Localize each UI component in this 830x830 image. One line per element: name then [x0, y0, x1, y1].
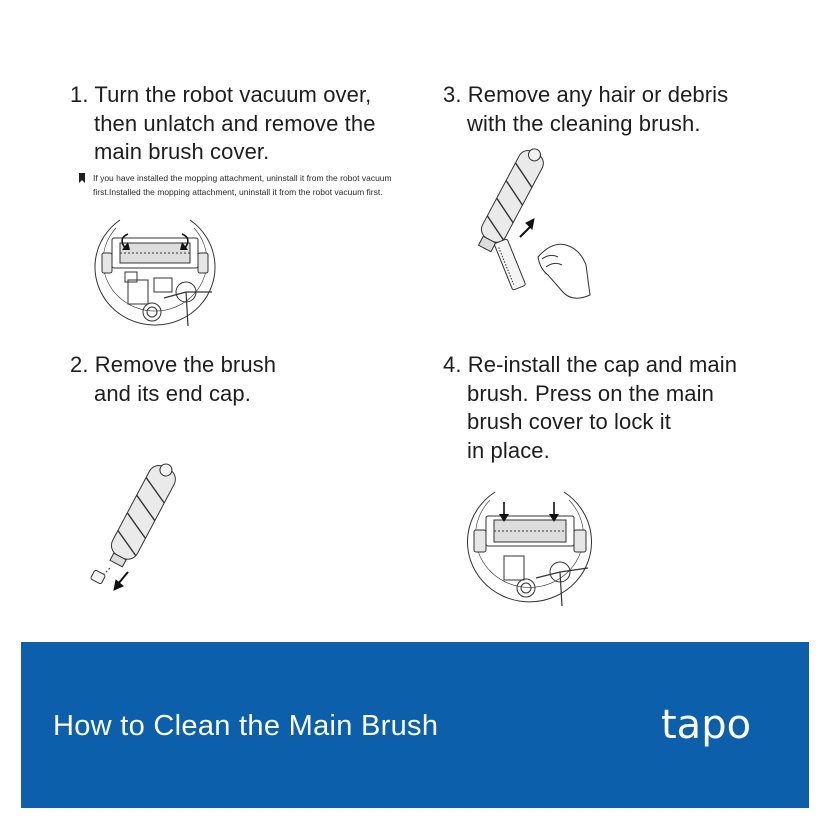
- step-3-line-1: 3. Remove any hair or debris: [443, 82, 729, 107]
- step-4-line-1: 4. Re-install the cap and main: [443, 352, 738, 377]
- step-4-instruction: [443, 351, 737, 465]
- tapo-logo: [661, 700, 781, 756]
- tapo-logo-text: tapo: [661, 702, 752, 748]
- brush-cleaning-illustration: [462, 145, 602, 310]
- step-2-line-1: 2. Remove the brush: [70, 352, 277, 377]
- step-1-line-3: main brush cover.: [94, 139, 270, 164]
- brush-end-cap-removal-illustration: [82, 460, 212, 595]
- footer-banner: [21, 642, 809, 808]
- step-4-line-3: brush cover to lock it: [467, 409, 671, 434]
- step-2-instruction: [70, 351, 276, 408]
- mopping-note-line-2: first.Installed the mopping attachment, uninstall it from the robot vacuum first.: [93, 187, 383, 197]
- step-1-line-2: then unlatch and remove the: [94, 110, 376, 136]
- step-3-line-2: with the cleaning brush.: [467, 110, 701, 136]
- step-4-line-2: brush. Press on the main: [467, 380, 714, 406]
- step-1-line-1: 1. Turn the robot vacuum over,: [70, 82, 372, 107]
- bookmark-icon: [78, 173, 86, 183]
- step-4-line-4: in place.: [467, 437, 550, 463]
- step-3-instruction: [443, 81, 728, 138]
- step-1-instruction: [70, 81, 376, 167]
- mopping-note-line-1: If you have installed the mopping attachment, uninstall it from the robot vacuum: [93, 173, 392, 183]
- banner-title: How to Clean the Main Brush: [53, 710, 439, 742]
- step-2-line-2: and its end cap.: [94, 380, 251, 406]
- robot-underside-unlatch-illustration: [90, 208, 220, 336]
- robot-underside-lock-illustration: [462, 482, 597, 612]
